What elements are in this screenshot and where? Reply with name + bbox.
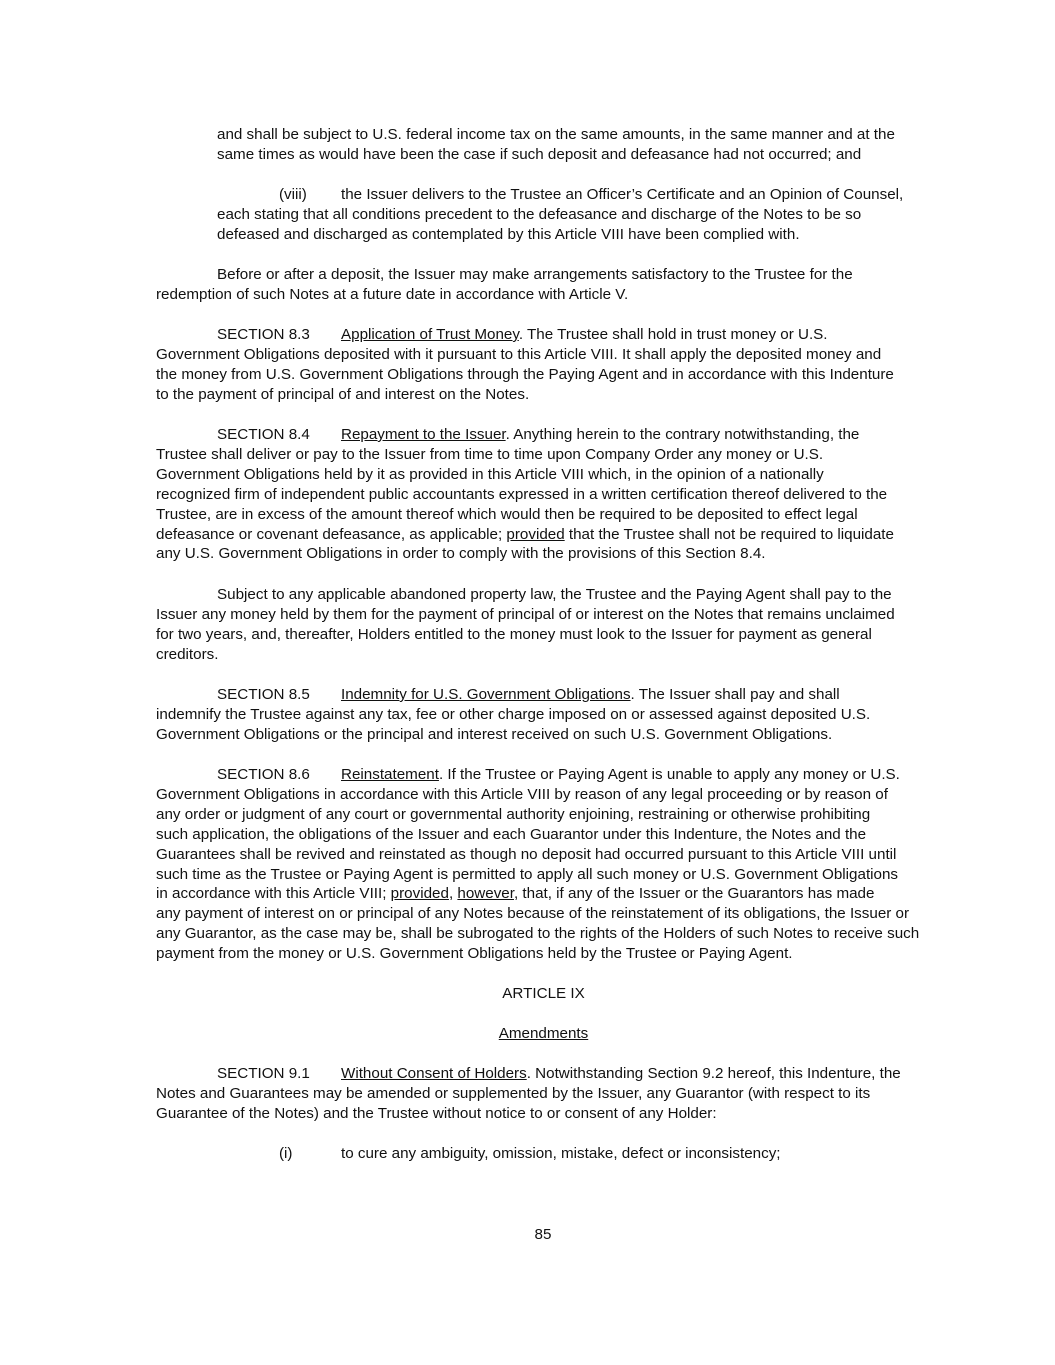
text-line: Trustee, are in excess of the amount thereof which would then be required to be deposited to effect legal bbox=[156, 505, 858, 523]
section-title: Indemnity for U.S. Government Obligations bbox=[341, 686, 631, 703]
section-number: SECTION 8.3 bbox=[217, 326, 310, 343]
provided-term: provided bbox=[506, 525, 565, 543]
section-title: Without Consent of Holders bbox=[341, 1065, 527, 1082]
text-fragment: . The Issuer shall pay and shall bbox=[630, 686, 840, 703]
section-9-1 bbox=[156, 1064, 936, 1124]
text-line: the money from U.S. Government Obligations through the Paying Agent and in accordance with this Indenture bbox=[156, 365, 894, 383]
text-line: such time as the Trustee or Paying Agent is permitted to apply all such money or U.S. Government Obligations bbox=[156, 865, 899, 883]
text-line: any Guarantor, as the case may be, shall be subrogated to the rights of the Holders of such Notes to receive such bbox=[156, 925, 920, 943]
list-item-i bbox=[279, 1144, 781, 1164]
text-fragment: . Notwithstanding Section 9.2 hereof, this Indenture, the bbox=[526, 1065, 901, 1082]
page-number: 85 bbox=[534, 1226, 552, 1243]
text-fragment: . The Trustee shall hold in trust money or U.S. bbox=[518, 326, 828, 343]
text-line: payment from the money or U.S. Government Obligations held by the Trustee or Paying Agent. bbox=[156, 945, 793, 963]
section-number: SECTION 9.1 bbox=[217, 1065, 310, 1082]
text-fragment: in accordance with this Article VIII; bbox=[156, 885, 391, 903]
article-heading: ARTICLE IX bbox=[502, 985, 585, 1002]
section-number: SECTION 8.4 bbox=[217, 426, 310, 443]
text-line: defeased and discharged as contemplated by this Article VIII have been complied with. bbox=[217, 225, 800, 243]
text-line: Issuer any money held by them for the payment of principal of or interest on the Notes that remains unclaimed bbox=[156, 605, 895, 623]
text-line: Trustee shall deliver or pay to the Issuer from time to time upon Company Order any money or U.S. bbox=[156, 445, 824, 463]
text-line: redemption of such Notes at a future date in accordance with Article V. bbox=[156, 285, 629, 303]
text-line: Government Obligations deposited with it pursuant to this Article VIII. It shall apply the deposited money and bbox=[156, 345, 882, 363]
text-line: Guarantees shall be revived and reinstated as though no deposit had occurred pursuant to this Article VIII until bbox=[156, 845, 897, 863]
paragraph-abandoned-property bbox=[156, 585, 936, 665]
text-line: any order or judgment of any court or governmental authority enjoining, restraining or otherwise prohibiting bbox=[156, 805, 871, 823]
paragraph-continuation bbox=[217, 125, 936, 165]
text-line: any payment of interest on or principal of any Notes because of the reinstatement of its obligations, the Issuer or bbox=[156, 905, 910, 923]
text-fragment: . Anything herein to the contrary notwithstanding, the bbox=[505, 426, 860, 443]
item-text: to cure any ambiguity, omission, mistake, defect or inconsistency; bbox=[341, 1145, 781, 1162]
text-line: same times as would have been the case if such deposit and defeasance had not occurred; and bbox=[217, 145, 862, 163]
text-line: recognized firm of independent public accountants expressed in a written certification thereof delivered to the bbox=[156, 485, 888, 503]
list-item-viii bbox=[217, 185, 936, 245]
text-line: Government Obligations held by it as provided in this Article VIII which, in the opinion of a nationally bbox=[156, 465, 824, 483]
text-fragment: . If the Trustee or Paying Agent is unable to apply any money or U.S. bbox=[438, 766, 900, 783]
section-8-3 bbox=[156, 325, 936, 405]
article-title: Amendments bbox=[498, 1025, 589, 1042]
section-number: SECTION 8.6 bbox=[217, 766, 310, 783]
text-line: Subject to any applicable abandoned property law, the Trustee and the Paying Agent shall pay to the bbox=[217, 586, 892, 603]
section-title: Repayment to the Issuer bbox=[341, 426, 506, 443]
text-fragment: , bbox=[448, 885, 458, 903]
text-line: Before or after a deposit, the Issuer may make arrangements satisfactory to the Trustee for the bbox=[217, 266, 853, 283]
text-line: for two years, and, thereafter, Holders entitled to the money must look to the Issuer for payment as general bbox=[156, 625, 872, 643]
section-8-6 bbox=[156, 765, 936, 964]
section-title: Application of Trust Money bbox=[341, 326, 519, 343]
text-fragment: that the Trustee shall not be required to liquidate bbox=[564, 525, 894, 543]
text-line: creditors. bbox=[156, 645, 219, 663]
however-term: however bbox=[457, 885, 514, 903]
section-title: Reinstatement bbox=[341, 766, 439, 783]
text-line: each stating that all conditions precedent to the defeasance and discharge of the Notes to be so bbox=[217, 205, 862, 223]
item-text: the Issuer delivers to the Trustee an Officer’s Certificate and an Opinion of Counsel, bbox=[341, 186, 904, 203]
text-line: and shall be subject to U.S. federal income tax on the same amounts, in the same manner and at the bbox=[217, 126, 895, 143]
text-line: Guarantee of the Notes) and the Trustee without notice to or consent of any Holder: bbox=[156, 1104, 717, 1122]
item-number: (i) bbox=[279, 1145, 293, 1162]
section-8-4 bbox=[156, 425, 936, 564]
text-line: to the payment of principal of and interest on the Notes. bbox=[156, 385, 530, 403]
text-line: Government Obligations in accordance with this Article VIII by reason of any legal proceeding or by reason of bbox=[156, 785, 888, 803]
text-line: Government Obligations or the principal and interest received on such U.S. Government Obligations. bbox=[156, 725, 833, 743]
item-number: (viii) bbox=[279, 186, 307, 203]
section-number: SECTION 8.5 bbox=[217, 686, 310, 703]
text-line: indemnify the Trustee against any tax, fee or other charge imposed on or assessed against deposited U.S. bbox=[156, 705, 871, 723]
text-fragment: , that, if any of the Issuer or the Guarantors has made bbox=[513, 885, 875, 903]
text-line: such application, the obligations of the Issuer and each Guarantor under this Indenture, the Notes and the bbox=[156, 825, 867, 843]
text-fragment: defeasance or covenant defeasance, as applicable; bbox=[156, 525, 507, 543]
provided-term: provided bbox=[390, 885, 449, 903]
text-line: any U.S. Government Obligations in order to comply with the provisions of this Section 8.4. bbox=[156, 545, 766, 563]
section-8-5 bbox=[156, 685, 936, 745]
text-line: Notes and Guarantees may be amended or supplemented by the Issuer, any Guarantor (with respect to its bbox=[156, 1084, 871, 1102]
paragraph-before-deposit bbox=[156, 265, 936, 305]
